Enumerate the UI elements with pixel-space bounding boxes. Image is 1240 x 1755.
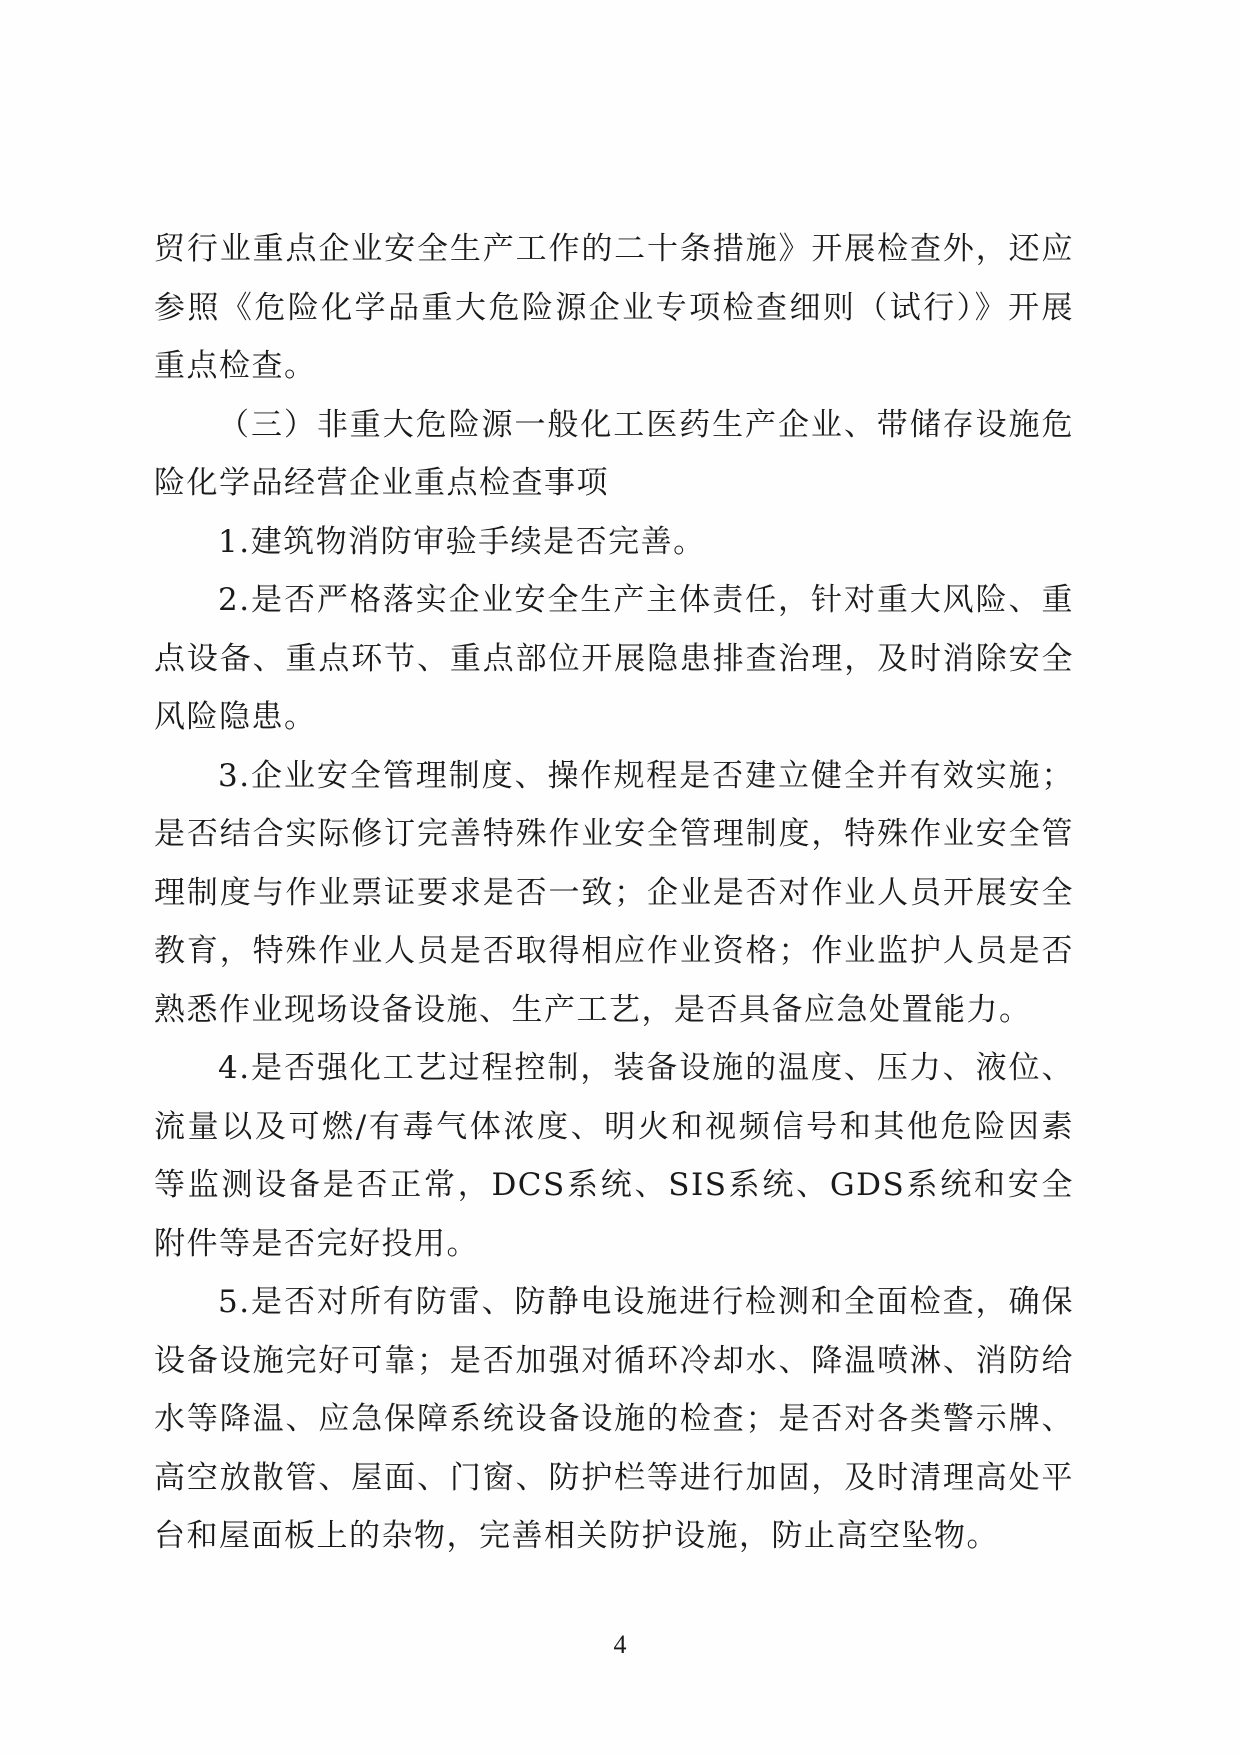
page-number: 4 bbox=[613, 1630, 627, 1659]
paragraph-item-3: 3.企业安全管理制度、操作规程是否建立健全并有效实施；是否结合实际修订完善特殊作业安全管理制度，特殊作业安全管理制度与作业票证要求是否一致；企业是否对作业人员开展安全教育，特殊作业人员是否取得相应作业资格；作业监护人员是否熟悉作业现场设备设施、生产工艺，是否具备应急处置能力。 bbox=[154, 757, 1074, 1028]
section-heading: （三）非重大危险源一般化工医药生产企业、带储存设施危险化学品经营企业重点检查事项 bbox=[154, 406, 1074, 501]
paragraph-item-5: 5.是否对所有防雷、防静电设施进行检测和全面检查，确保设备设施完好可靠；是否加强对循环冷却水、降温喷淋、消防给水等降温、应急保障系统设备设施的检查；是否对各类警示牌、高空放散管、屋面、门窗、防护栏等进行加固，及时清理高处平台和屋面板上的杂物，完善相关防护设施，防止高空坠物。 bbox=[154, 1284, 1074, 1554]
document-body bbox=[154, 220, 1074, 1566]
paragraph-item-2: 2.是否严格落实企业安全生产主体责任，针对重大风险、重点设备、重点环节、重点部位开展隐患排查治理，及时消除安全风险隐患。 bbox=[154, 582, 1074, 735]
paragraph-item-1: 1.建筑物消防审验手续是否完善。 bbox=[218, 523, 706, 560]
paragraph-item-4: 4.是否强化工艺过程控制，装备设施的温度、压力、液位、流量以及可燃/有毒气体浓度、明火和视频信号和其他危险因素等监测设备是否正常，DCS系统、SIS系统、GDS系统和安全附件等是否完好投用。 bbox=[154, 1050, 1074, 1262]
paragraph-continuation: 贸行业重点企业安全生产工作的二十条措施》开展检查外，还应参照《危险化学品重大危险源企业专项检查细则（试行）》开展重点检查。 bbox=[154, 231, 1074, 384]
